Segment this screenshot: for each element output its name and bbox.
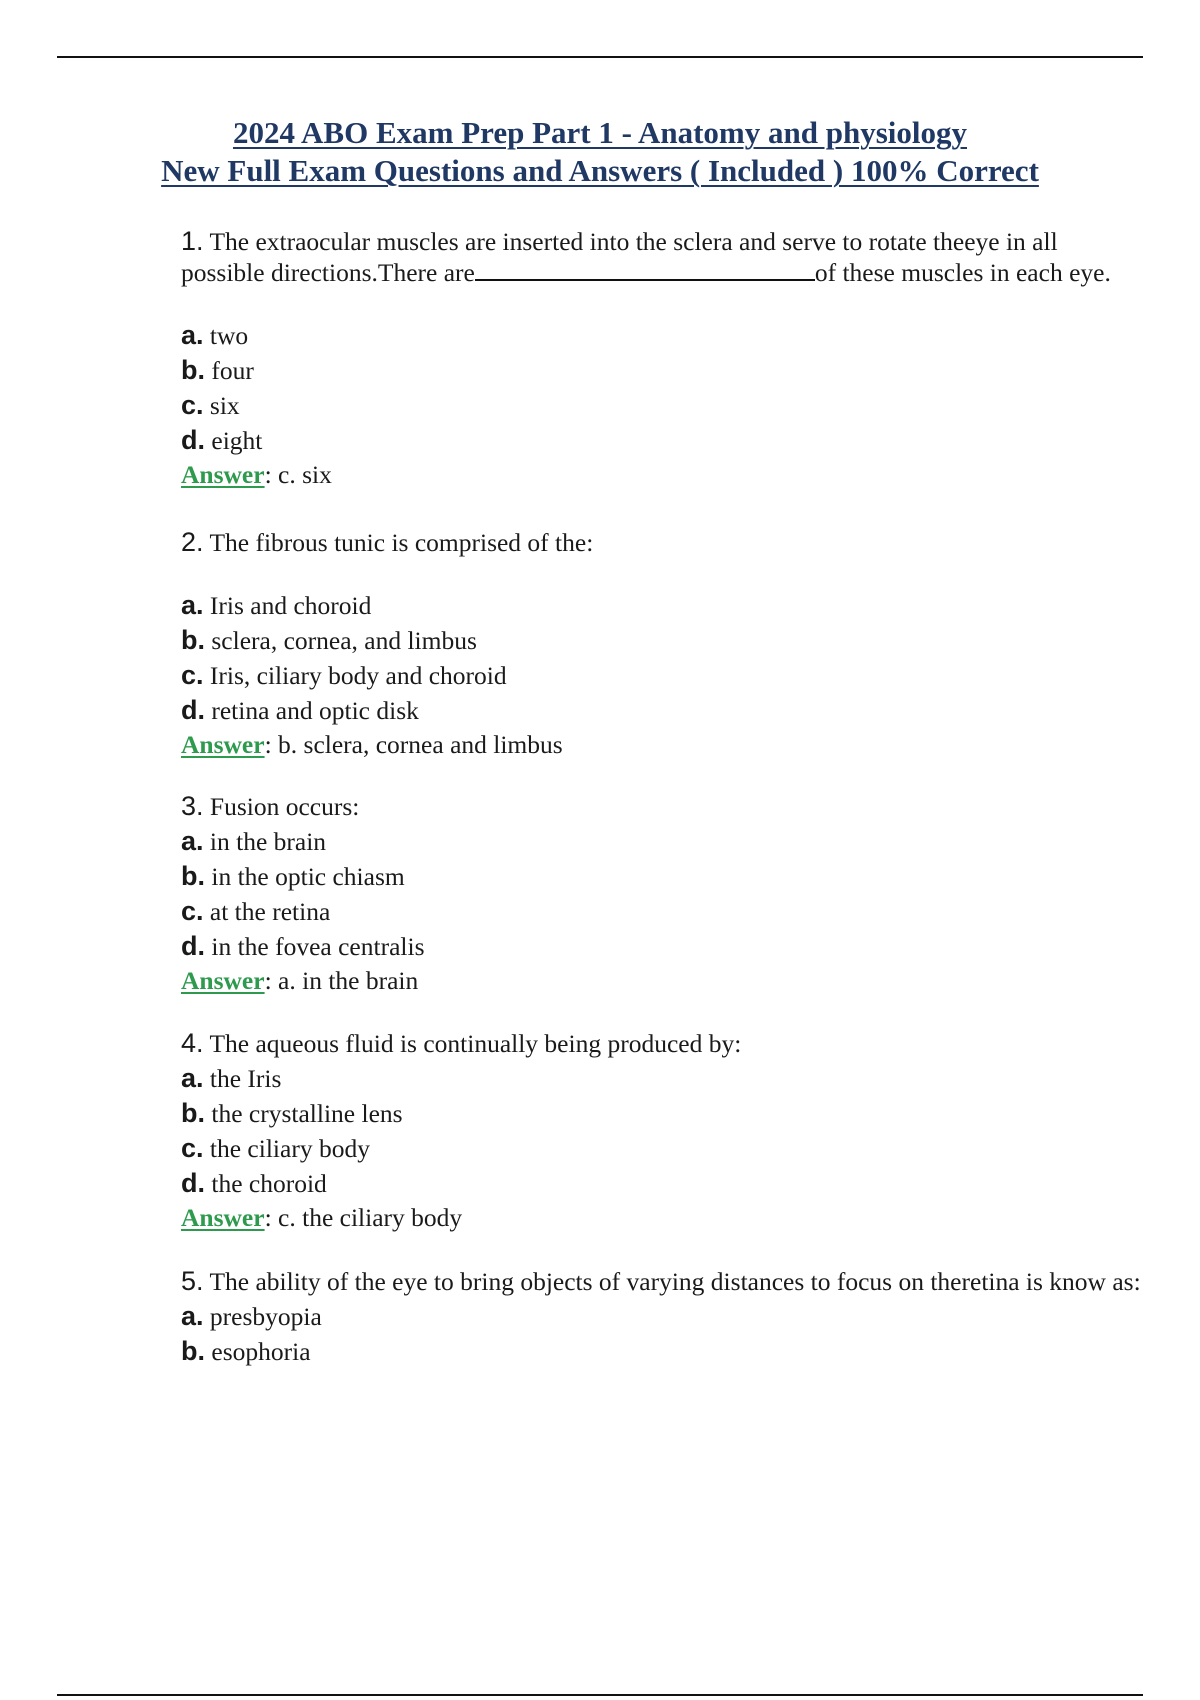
option-text: sclera, cornea, and limbus	[211, 626, 477, 655]
question-stem: Fusion occurs:	[209, 792, 360, 821]
answer-label: Answer	[181, 1203, 265, 1232]
answer-line	[181, 1201, 1141, 1235]
option-letter: c.	[181, 1133, 204, 1163]
option-text: retina and optic disk	[211, 696, 419, 725]
option-list	[181, 1061, 1141, 1201]
option-letter: a.	[181, 826, 204, 856]
option-b	[181, 353, 1141, 388]
question-stem: The ability of the eye to bring objects of varying distances to focus on theretina is know as:	[209, 1267, 1141, 1296]
option-a	[181, 1061, 1141, 1096]
footer-rule	[57, 1694, 1143, 1696]
option-c	[181, 894, 1141, 929]
option-text: eight	[211, 426, 263, 455]
option-letter: d.	[181, 931, 205, 961]
question-list	[181, 226, 1141, 1369]
answer-label: Answer	[181, 460, 265, 489]
option-text: presbyopia	[209, 1302, 322, 1331]
question-number: 1.	[181, 226, 204, 256]
option-d	[181, 423, 1141, 458]
option-a	[181, 588, 1141, 623]
option-letter: c.	[181, 660, 204, 690]
answer-text: : a. in the brain	[264, 966, 419, 995]
option-letter: c.	[181, 390, 204, 420]
option-letter: c.	[181, 896, 204, 926]
question-text	[181, 791, 1141, 822]
option-list	[181, 824, 1141, 964]
question-5	[181, 1266, 1141, 1369]
option-letter: a.	[181, 320, 204, 350]
question-text	[181, 527, 1141, 558]
option-c	[181, 658, 1141, 693]
option-c	[181, 1131, 1141, 1166]
answer-text: : c. six	[264, 460, 332, 489]
option-letter: d.	[181, 1168, 205, 1198]
question-stem: The aqueous fluid is continually being produced by:	[209, 1029, 742, 1058]
option-letter: b.	[181, 1336, 205, 1366]
option-text: the crystalline lens	[211, 1099, 403, 1128]
option-text: in the brain	[209, 827, 327, 856]
option-letter: b.	[181, 625, 205, 655]
question-stem: The extraocular muscles are inserted into the sclera and serve to rotate theeye in all possible directions.There are	[181, 227, 1058, 287]
option-text: Iris, ciliary body and choroid	[209, 661, 507, 690]
document-title-line-1: 2024 ABO Exam Prep Part 1 - Anatomy and physiology	[232, 115, 967, 150]
option-a	[181, 318, 1141, 353]
option-text: the choroid	[211, 1169, 327, 1198]
answer-text: : c. the ciliary body	[264, 1203, 463, 1232]
question-text	[181, 1266, 1141, 1297]
option-d	[181, 693, 1141, 728]
question-stem-continued: of these muscles in each eye.	[814, 258, 1111, 287]
option-text: in the optic chiasm	[211, 862, 405, 891]
option-a	[181, 824, 1141, 859]
answer-blank	[475, 257, 815, 281]
option-letter: a.	[181, 590, 204, 620]
option-text: esophoria	[211, 1337, 311, 1366]
question-3	[181, 791, 1141, 998]
option-text: four	[211, 356, 254, 385]
answer-label: Answer	[181, 966, 265, 995]
option-letter: d.	[181, 695, 205, 725]
option-list	[181, 1299, 1141, 1369]
option-b	[181, 1334, 1141, 1369]
option-b	[181, 623, 1141, 658]
question-2	[181, 527, 1141, 762]
option-d	[181, 1166, 1141, 1201]
answer-line	[181, 964, 1141, 998]
option-text: six	[209, 391, 240, 420]
question-text	[181, 226, 1141, 288]
option-text: two	[209, 321, 249, 350]
option-list	[181, 318, 1141, 458]
option-d	[181, 929, 1141, 964]
option-text: in the fovea centralis	[211, 932, 425, 961]
question-4	[181, 1028, 1141, 1235]
option-c	[181, 388, 1141, 423]
option-b	[181, 1096, 1141, 1131]
question-stem: The fibrous tunic is comprised of the:	[209, 528, 594, 557]
option-b	[181, 859, 1141, 894]
question-number: 5.	[181, 1266, 204, 1296]
question-number: 4.	[181, 1028, 204, 1058]
option-letter: b.	[181, 355, 205, 385]
question-number: 3.	[181, 791, 204, 821]
answer-line	[181, 728, 1141, 762]
answer-line	[181, 458, 1141, 492]
option-letter: a.	[181, 1301, 204, 1331]
answer-text: : b. sclera, cornea and limbus	[264, 730, 563, 759]
answer-label: Answer	[181, 730, 265, 759]
document-title-line-2: New Full Exam Questions and Answers ( Included ) 100% Correct	[161, 153, 1039, 188]
question-1	[181, 226, 1141, 492]
option-letter: d.	[181, 425, 205, 455]
option-letter: b.	[181, 861, 205, 891]
question-number: 2.	[181, 527, 204, 557]
option-a	[181, 1299, 1141, 1334]
option-list	[181, 588, 1141, 728]
option-text: the Iris	[209, 1064, 282, 1093]
option-text: at the retina	[209, 897, 331, 926]
header-rule	[57, 56, 1143, 58]
option-letter: b.	[181, 1098, 205, 1128]
option-text: the ciliary body	[209, 1134, 370, 1163]
option-text: Iris and choroid	[209, 591, 372, 620]
question-text	[181, 1028, 1141, 1059]
option-letter: a.	[181, 1063, 204, 1093]
